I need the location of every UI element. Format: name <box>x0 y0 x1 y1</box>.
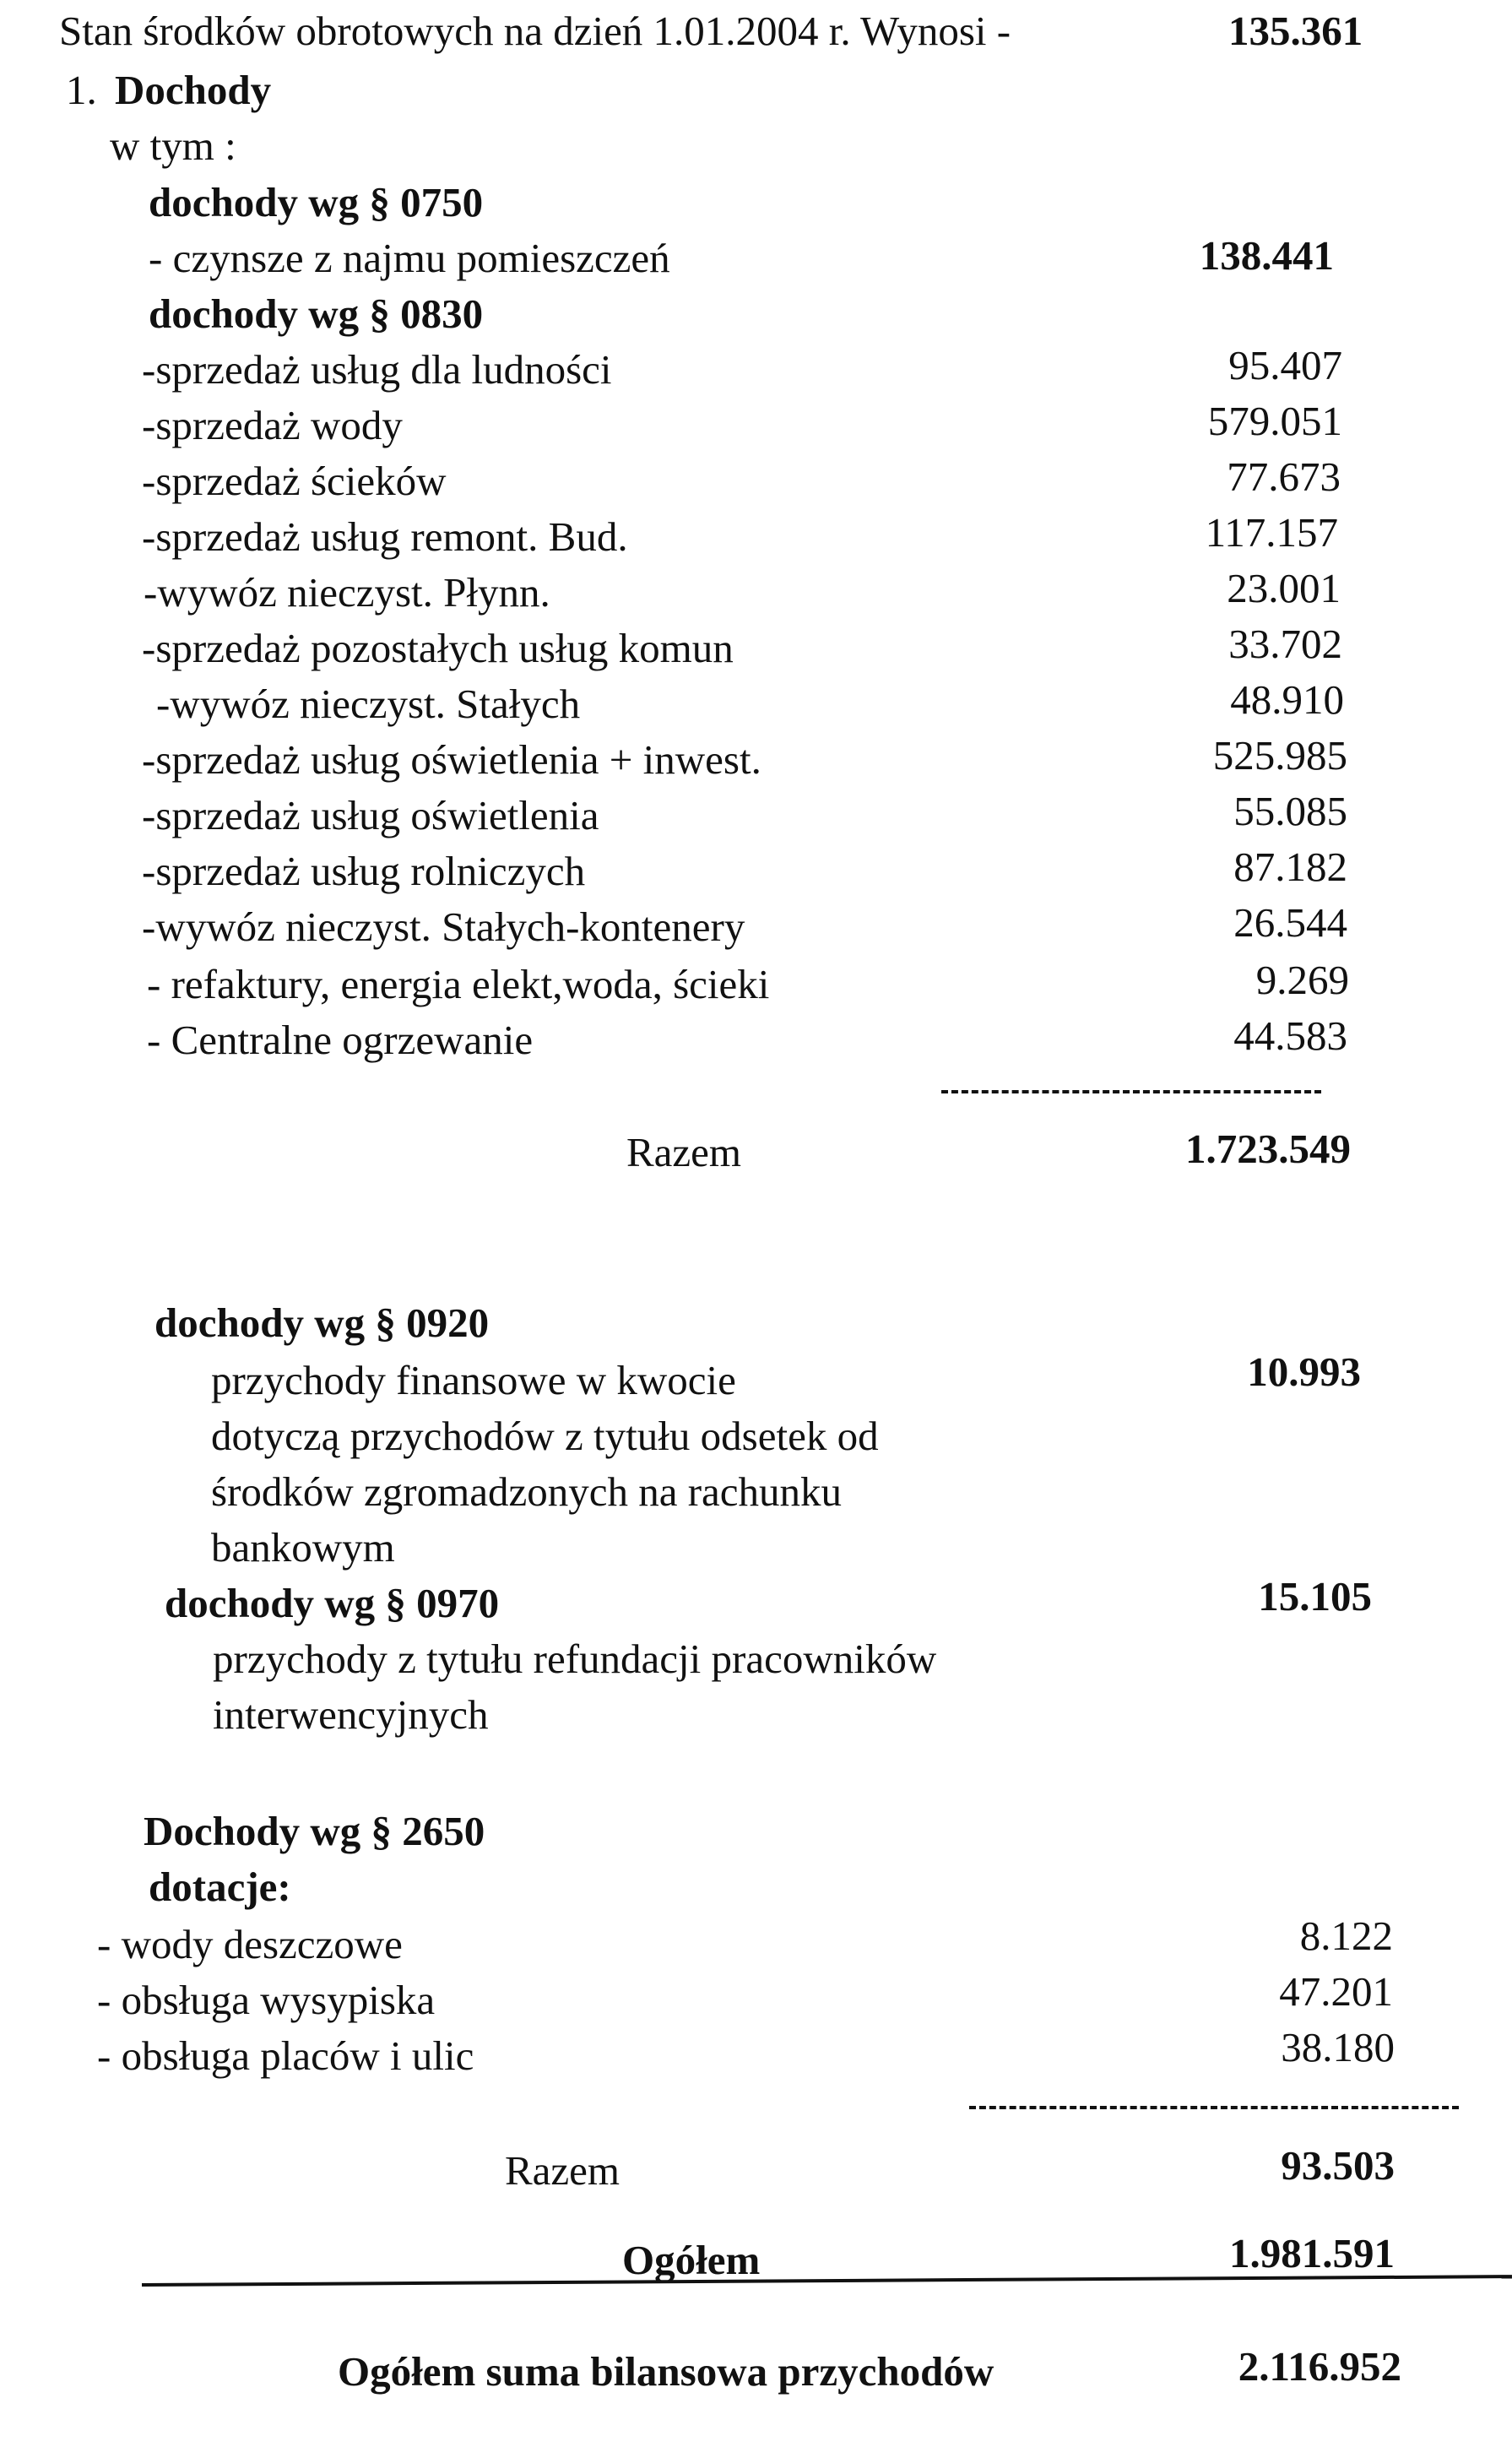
item-label: - wody deszczowe <box>97 1921 403 1967</box>
item-value: 8.122 <box>1299 1913 1393 1959</box>
item-value: 9.269 <box>1255 957 1349 1003</box>
s0970-line: interwencyjnych <box>213 1691 489 1738</box>
s0920-line: przychody finansowe w kwocie <box>211 1357 736 1403</box>
s0970-line: przychody z tytułu refundacji pracowników <box>213 1636 937 1682</box>
balance-total-label: Ogółem suma bilansowa przychodów <box>338 2348 994 2395</box>
item-value: 26.544 <box>1233 899 1347 946</box>
item-label: -wywóz nieczyst. Stałych <box>156 681 581 727</box>
balance-total-value: 2.116.952 <box>1238 2343 1401 2390</box>
s0750-item-value: 138.441 <box>1199 232 1334 279</box>
item-value: 525.985 <box>1212 732 1347 779</box>
item-value: 48.910 <box>1230 676 1344 723</box>
item-value: 44.583 <box>1233 1012 1347 1059</box>
s0920-line: dotyczą przychodów z tytułu odsetek od <box>211 1413 879 1459</box>
item-label: -wywóz nieczyst. Płynn. <box>144 569 550 616</box>
item-label: -sprzedaż usług oświetlenia + inwest. <box>142 736 761 783</box>
item-label: - Centralne ogrzewanie <box>147 1017 534 1063</box>
item-value: 95.407 <box>1228 342 1342 388</box>
s2650-heading: Dochody wg § 2650 <box>144 1808 485 1854</box>
item-label: - obsługa placów i ulic <box>97 2032 474 2079</box>
subtotal-divider <box>941 1090 1321 1093</box>
grand-total-value: 1.981.591 <box>1229 2230 1395 2276</box>
item-value: 117.157 <box>1205 509 1338 556</box>
item-label: -wywóz nieczyst. Stałych-kontenery <box>142 903 745 950</box>
item-label: - refaktury, energia elekt,woda, ścieki <box>147 961 770 1007</box>
item-label: -sprzedaż usług rolniczych <box>142 848 586 894</box>
s0920-heading: dochody wg § 0920 <box>154 1299 490 1346</box>
grand-total-rule <box>142 2275 1512 2287</box>
item-value: 579.051 <box>1207 398 1342 444</box>
item-label: -sprzedaż usług dla ludności <box>142 346 612 393</box>
header-text: Stan środków obrotowych na dzień 1.01.2004 r. Wynosi - <box>59 8 1011 54</box>
w-tym-label: w tym : <box>110 122 236 169</box>
s2650-subheading: dotacje: <box>149 1864 291 1910</box>
s2650-total-label: Razem <box>505 2147 621 2194</box>
item-value: 87.182 <box>1233 844 1347 890</box>
item-label: -sprzedaż usług remont. Bud. <box>142 513 628 560</box>
s0970-heading: dochody wg § 0970 <box>165 1580 500 1626</box>
s0750-item-label: - czynsze z najmu pomieszczeń <box>149 235 670 281</box>
item-label: -sprzedaż ścieków <box>142 458 447 504</box>
s0830-total-label: Razem <box>626 1129 742 1175</box>
s0920-line: bankowym <box>211 1524 395 1571</box>
s0920-value: 10.993 <box>1247 1348 1361 1395</box>
s0920-line: środków zgromadzonych na rachunku <box>211 1468 843 1515</box>
s0750-heading: dochody wg § 0750 <box>149 179 484 225</box>
s2650-total-value: 93.503 <box>1281 2142 1395 2189</box>
item-value: 55.085 <box>1233 788 1347 834</box>
subtotal-divider <box>969 2106 1459 2109</box>
section-number: 1. <box>66 67 97 113</box>
item-value: 47.201 <box>1279 1968 1393 2015</box>
item-value: 23.001 <box>1227 565 1341 611</box>
s0830-heading: dochody wg § 0830 <box>149 290 484 337</box>
item-label: - obsługa wysypiska <box>97 1977 436 2023</box>
s0830-total-value: 1.723.549 <box>1185 1126 1351 1172</box>
item-value: 77.673 <box>1227 453 1341 500</box>
header-value: 135.361 <box>1228 8 1363 54</box>
section-title: Dochody <box>115 67 272 113</box>
s0970-value: 15.105 <box>1258 1573 1372 1620</box>
item-label: -sprzedaż pozostałych usług komun <box>142 625 734 671</box>
item-label: -sprzedaż wody <box>142 402 403 448</box>
grand-total-label: Ogółem <box>622 2237 761 2283</box>
item-label: -sprzedaż usług oświetlenia <box>142 792 599 838</box>
item-value: 38.180 <box>1281 2024 1395 2070</box>
item-value: 33.702 <box>1228 621 1342 667</box>
